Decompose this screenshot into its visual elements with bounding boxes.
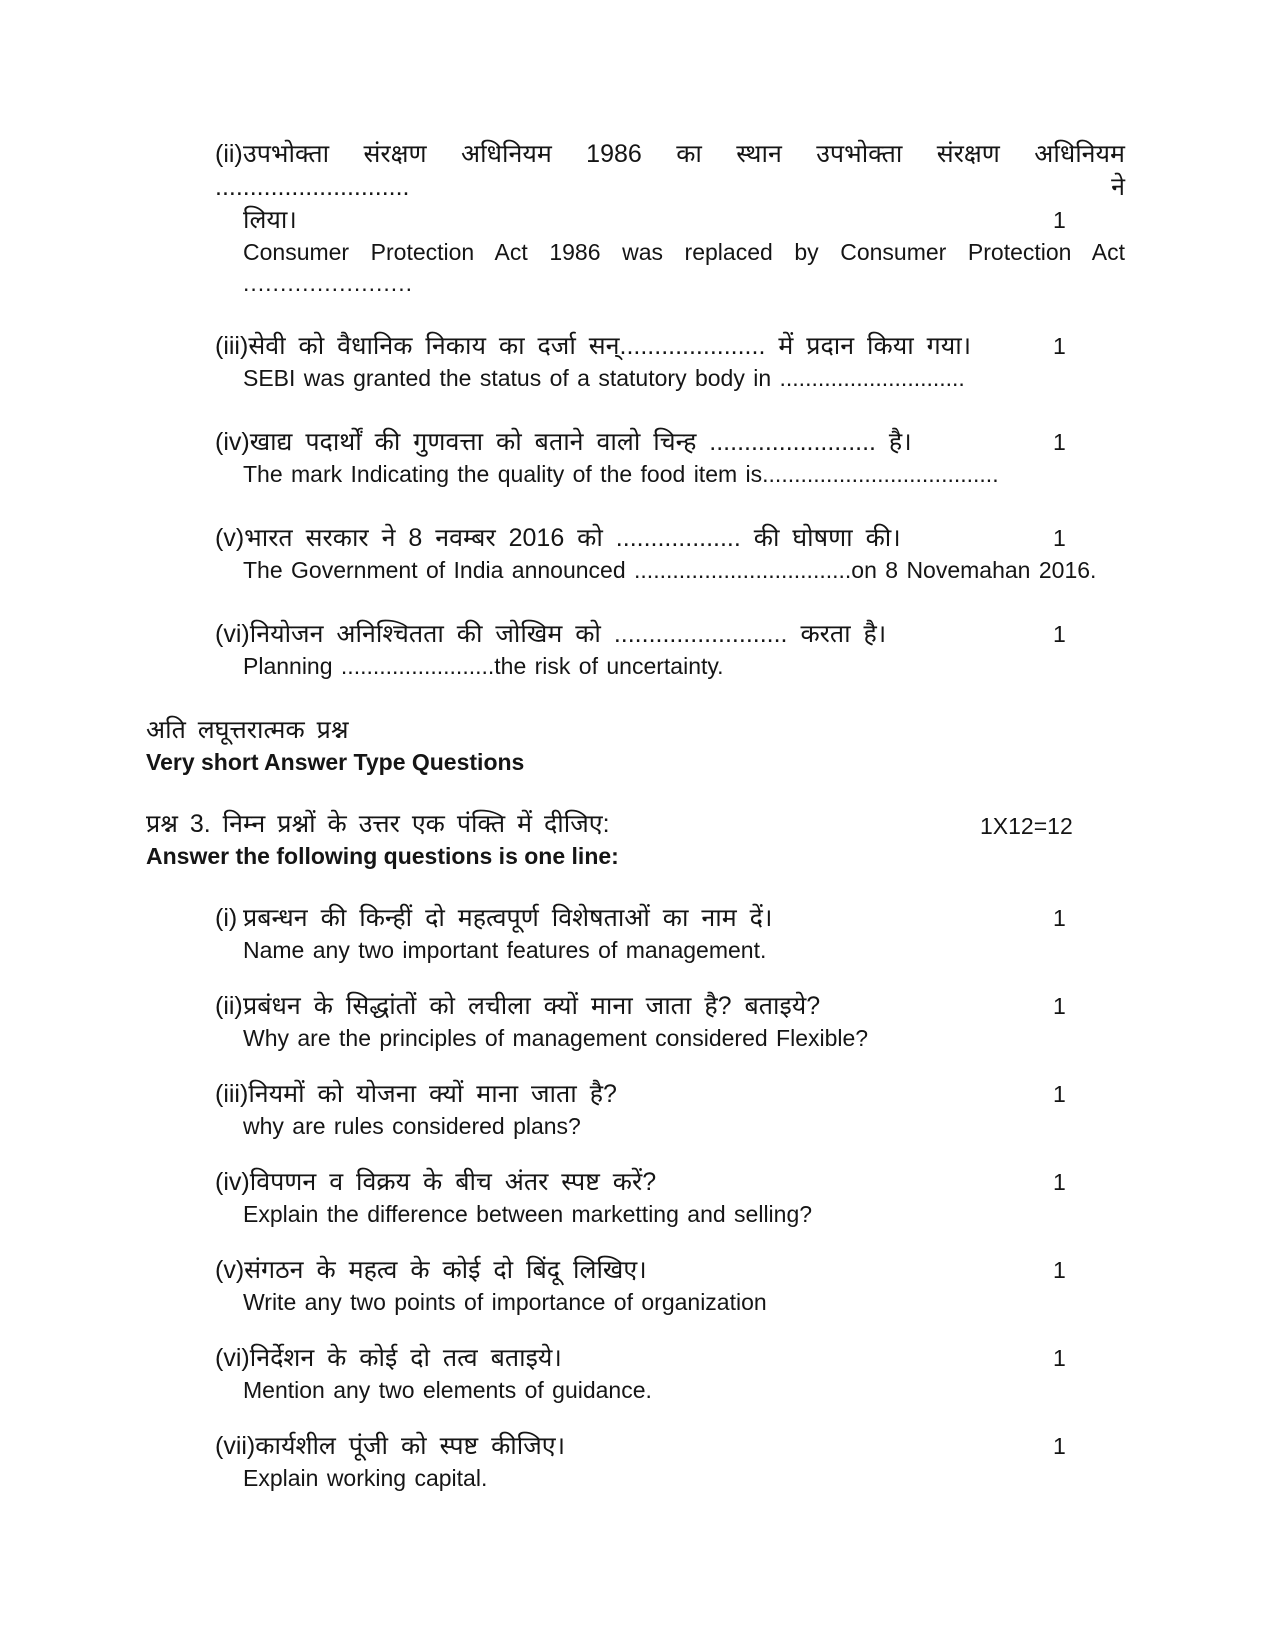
marks-value: 1	[1053, 1081, 1066, 1107]
marks-value: 1	[1053, 1257, 1066, 1283]
item-marker: (iii)	[215, 1080, 249, 1108]
english-text: SEBI was granted the status of a statutory body in .............................	[243, 365, 965, 391]
hindi-text: खाद्य पदार्थों की गुणवत्ता को बताने वालो चिन्ह ........................ है।	[249, 428, 912, 456]
hindi-text: प्रबंधन के सिद्धांतों को लचीला क्यों माना जाता है? बताइये?	[243, 992, 821, 1020]
item-marker: (ii)	[215, 140, 243, 168]
marks-value: 1	[1053, 525, 1066, 551]
english-text: The mark Indicating the quality of the food item is.....................................	[243, 461, 999, 487]
marks-value: 1	[1053, 993, 1066, 1019]
q3-total-marks: 1X12=12	[980, 813, 1073, 839]
q2-item-ii	[215, 138, 1125, 298]
hindi-line	[215, 902, 1125, 935]
item-marker: (v)	[215, 524, 245, 552]
hindi-text: कार्यशील पूंजी को स्पष्ट कीजिए।	[255, 1432, 566, 1460]
item-marker: (iv)	[215, 1168, 250, 1196]
section-heading-hindi: अति लघूत्तरात्मक प्रश्न	[146, 716, 349, 744]
hindi-line	[215, 1166, 1125, 1199]
hindi-line	[215, 1342, 1125, 1375]
hindi-text: नियमों को योजना क्यों माना जाता है?	[248, 1080, 617, 1108]
hindi-line	[215, 138, 1125, 204]
hindi-line	[215, 522, 1125, 555]
marks-value: 1	[1053, 429, 1066, 455]
hindi-text: उपभोक्ता संरक्षण अधिनियम 1986 का स्थान उपभोक्ता संरक्षण अधिनियम ............................ ने	[215, 140, 1125, 201]
item-marker: (i)	[215, 904, 238, 932]
english-text: Mention any two elements of guidance.	[243, 1377, 652, 1403]
hindi-line	[215, 204, 1125, 237]
q3-heading-hindi: प्रश्न 3. निम्न प्रश्नों के उत्तर एक पंक्ति में दीजिए:	[146, 810, 610, 838]
fill-in-blanks-section	[0, 0, 1275, 682]
english-text: Planning ........................the risk of uncertainty.	[243, 653, 724, 679]
item-marker: (vi)	[215, 620, 250, 648]
english-text: why are rules considered plans?	[243, 1113, 581, 1139]
q3-heading	[146, 808, 1129, 841]
hindi-text: नियोजन अनिश्चितता की जोखिम को ......................... करता है।	[249, 620, 887, 648]
english-text: Why are the principles of management considered Flexible?	[243, 1025, 869, 1051]
q3-item-ii	[215, 990, 1125, 1054]
marks-value: 1	[1053, 207, 1066, 233]
hindi-line	[215, 990, 1125, 1023]
item-marker: (v)	[215, 1256, 245, 1284]
english-text: Explain working capital.	[243, 1465, 488, 1491]
item-marker: (ii)	[215, 992, 243, 1020]
marks-value: 1	[1053, 1169, 1066, 1195]
hindi-line	[215, 618, 1125, 651]
hindi-text: भारत सरकार ने 8 नवम्बर 2016 को .................. की घोषणा की।	[244, 524, 901, 552]
item-marker: (vii)	[215, 1432, 256, 1460]
marks-value: 1	[1053, 1433, 1066, 1459]
hindi-line	[215, 330, 1125, 363]
hindi-text: संगठन के महत्व के कोई दो बिंदू लिखिए।	[244, 1256, 647, 1284]
marks-value: 1	[1053, 1345, 1066, 1371]
one-line-questions-section	[0, 902, 1275, 1494]
hindi-text: प्रबन्धन की किन्हीं दो महत्वपूर्ण विशेषताओं का नाम दें।	[243, 904, 773, 932]
q3-item-iv	[215, 1166, 1125, 1230]
item-marker: (vi)	[215, 1344, 250, 1372]
q3-heading-english: Answer the following questions is one line:	[146, 843, 619, 869]
hindi-line	[215, 1430, 1125, 1463]
item-marker: (iii)	[215, 332, 249, 360]
item-marker: (iv)	[215, 428, 250, 456]
hindi-line	[215, 1254, 1125, 1287]
english-text: Explain the difference between marketting and selling?	[243, 1201, 813, 1227]
marks-value: 1	[1053, 621, 1066, 647]
marks-value: 1	[1053, 333, 1066, 359]
q2-item-iii	[215, 330, 1125, 394]
q3-item-iii	[215, 1078, 1125, 1142]
english-text: Write any two points of importance of organization	[243, 1289, 767, 1315]
hindi-text: विपणन व विक्रय के बीच अंतर स्पष्ट करें?	[249, 1168, 657, 1196]
hindi-line	[215, 1078, 1125, 1111]
hindi-line	[215, 426, 1125, 459]
blank-dots: .......................	[243, 270, 413, 296]
english-text: Consumer Protection Act 1986 was replaced by Consumer Protection Act	[243, 239, 1125, 265]
q3-item-i	[215, 902, 1125, 966]
english-text: Name any two important features of management.	[243, 937, 767, 963]
q2-item-iv	[215, 426, 1125, 490]
q3-item-vi	[215, 1342, 1125, 1406]
hindi-text: लिया।	[243, 206, 297, 234]
section-heading-english: Very short Answer Type Questions	[146, 749, 525, 775]
q3-item-vii	[215, 1430, 1125, 1494]
q2-item-v	[215, 522, 1125, 586]
hindi-text: निर्देशन के कोई दो तत्व बताइये।	[249, 1344, 562, 1372]
marks-value: 1	[1053, 905, 1066, 931]
q2-item-vi	[215, 618, 1125, 682]
hindi-text: सेवी को वैधानिक निकाय का दर्जा सन्..................... में प्रदान किया गया।	[248, 332, 972, 360]
english-text: The Government of India announced ..................................on 8 Novemahan 2016.	[243, 557, 1097, 583]
q3-item-v	[215, 1254, 1125, 1318]
